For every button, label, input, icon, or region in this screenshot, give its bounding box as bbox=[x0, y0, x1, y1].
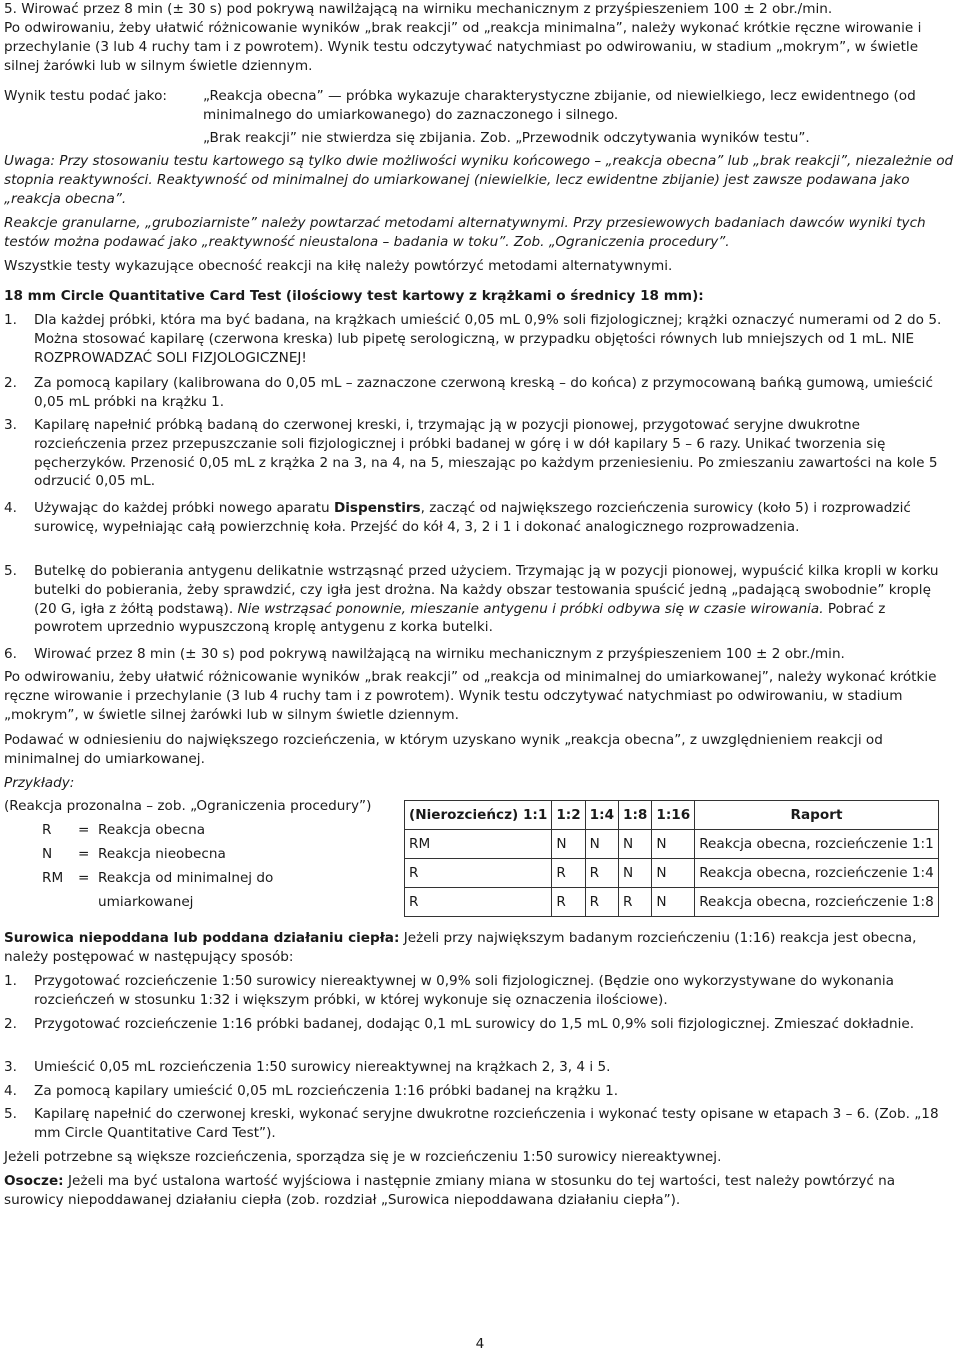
heat-paragraph bbox=[4, 929, 956, 967]
step-number: 2. bbox=[4, 1016, 17, 1032]
col-header: 1:8 bbox=[619, 801, 652, 830]
table-cell: N bbox=[552, 830, 585, 859]
step-number: 3. bbox=[4, 417, 17, 433]
after-step-6-paragraph: Po odwirowaniu, żeby ułatwić różnicowanie wyników „brak reakcji” od „reakcja od minimalnej do umiarkowanej”, należy wykonać krótkie ręczne wirowanie i przechylanie (3 lub 4 ruchy tam i z powrotem). Wynik testu odczytywać natychmiast po odwirowaniu, w stadium „mokrym”, w świetle silnej żarówki lub w silnym świetle dziennym. bbox=[4, 669, 937, 723]
step-number: 6. bbox=[4, 646, 17, 662]
table-cell: RM bbox=[405, 830, 552, 859]
col-header: 1:16 bbox=[652, 801, 695, 830]
heat-step-3 bbox=[4, 1058, 956, 1077]
report-table bbox=[404, 800, 939, 917]
report-paragraph: Podawać w odniesieniu do największego rozcieńczenia, w którym uzyskano wynik „reakcja obecna”, z uwzględnieniem reakcji od minimalnej do umiarkowanej. bbox=[4, 732, 883, 767]
col-header: 1:2 bbox=[552, 801, 585, 830]
step-text-post: Pobrać z powrotem uprzednio wypuszczoną kroplę antygenu z korka butelki. bbox=[34, 600, 886, 636]
legend-value: Reakcja od minimalnej do umiarkowanej bbox=[98, 870, 274, 910]
legend-key: RM bbox=[42, 870, 64, 886]
table-cell: Reakcja obecna, rozcieńczenie 1:4 bbox=[695, 859, 939, 888]
step-text: Umieścić 0,05 mL rozcieńczenia 1:50 surowicy niereaktywnej na krążkach 2, 3, 4 i 5. bbox=[34, 1059, 611, 1075]
step-number: 5. bbox=[4, 1106, 17, 1122]
table-cell: Reakcja obecna, rozcieńczenie 1:1 bbox=[695, 830, 939, 859]
step-text: Dla każdej próbki, która ma być badana, na krążkach umieścić 0,05 mL 0,9% soli fizjologicznej; krążki oznaczyć numerami od 2 do 5. Można stosować kapilarę (czerwona kreska) lub pipetę serologiczną, w przypadku objętości równych lub mniejszych od 1 mL. NIE ROZPROWADZAĆ SOLI FIZJOLOGICZNEJ! bbox=[34, 312, 942, 366]
step-number: 2. bbox=[4, 375, 17, 391]
step-text-pre: Używając do każdej próbki nowego aparatu bbox=[34, 500, 334, 516]
step-text: Przygotować rozcieńczenie 1:16 próbki badanej, dodając 0,1 mL surowicy do 1,5 mL 0,9% soli fizjologicznej. Zmieszać dokładnie. bbox=[34, 1016, 915, 1032]
step-text: Wirować przez 8 min (± 30 s) pod pokrywą nawilżającą na wirniku mechanicznym z przyśpieszeniem 100 ± 2 obr./min. bbox=[34, 646, 845, 662]
table-cell: N bbox=[652, 859, 695, 888]
legend-equals: = bbox=[78, 846, 90, 862]
col-header: 1:4 bbox=[585, 801, 618, 830]
step-number: 3. bbox=[4, 1059, 17, 1075]
legend-key: R bbox=[42, 822, 52, 838]
legend-row-r bbox=[42, 818, 342, 842]
step-number: 4. bbox=[4, 1083, 17, 1099]
legend-value: Reakcja obecna bbox=[98, 822, 206, 838]
table-row bbox=[405, 830, 939, 859]
table-cell: N bbox=[652, 830, 695, 859]
circle-step-5 bbox=[4, 562, 956, 637]
table-cell: R bbox=[619, 888, 652, 917]
table-cell: Reakcja obecna, rozcieńczenie 1:8 bbox=[695, 888, 939, 917]
table-cell: N bbox=[585, 830, 618, 859]
step-number: 1. bbox=[4, 973, 17, 989]
col-header: (Nierozcieńcz) 1:1 bbox=[405, 801, 552, 830]
table-row bbox=[405, 888, 939, 917]
col-header: Raport bbox=[695, 801, 939, 830]
heat-step-1 bbox=[4, 972, 956, 1010]
step-text: Kapilarę napełnić próbką badaną do czerwonej kreski, i, trzymając ją w pozycji pionowej, przygotować seryjne dwukrotne rozcieńczenia przez przepuszczanie soli fizjologicznej i próbki badanej w górę i w dół kapilary 5 – 6 razy. Unikać tworzenia się pęcherzyków. Przenosić 0,05 mL z krążka 2 na 3, na 4, na 5, mieszając po każdym przeniesieniu. Po zmieszaniu zawartości na kole 5 odrzucić 0,05 mL. bbox=[34, 417, 938, 490]
step-number: 5. bbox=[4, 563, 17, 579]
circle-step-4 bbox=[4, 499, 956, 537]
plasma-paragraph bbox=[4, 1172, 956, 1210]
plasma-label: Osocze: bbox=[4, 1173, 64, 1189]
step-text: Kapilarę napełnić do czerwonej kreski, wykonać seryjne dwukrotne rozcieńczenia i wykonać testy opisane w etapach 3 – 6. (Zob. „18 mm Circle Quantitative Card Test”). bbox=[34, 1106, 939, 1141]
table-cell: R bbox=[585, 859, 618, 888]
circle-step-1 bbox=[4, 311, 956, 367]
page-number: 4 bbox=[475, 1336, 485, 1352]
prozone-label: (Reakcja prozonalna – zob. „Ograniczenia procedury”) bbox=[4, 798, 372, 814]
all-tests-paragraph: Wszystkie testy wykazujące obecność reakcji na kiłę należy powtórzyć metodami alternatywnymi. bbox=[4, 258, 673, 274]
step-text: Za pomocą kapilary umieścić 0,05 mL rozcieńczenia 1:16 próbki badanej na krążku 1. bbox=[34, 1083, 619, 1099]
legend-row-rm bbox=[42, 866, 342, 914]
step-text: Przygotować rozcieńczenie 1:50 surowicy niereaktywnej w 0,9% soli fizjologicznej. (Będzie ono wykorzystywane do wykonania rozcieńczeń w stosunku 1:32 i większym próbki, w której wykonuje się oznaczenia ilościowe). bbox=[34, 973, 894, 1008]
step-text bbox=[34, 499, 956, 537]
legend-value: Reakcja nieobecna bbox=[98, 846, 226, 862]
table-cell: R bbox=[585, 888, 618, 917]
result-nonreactive: „Brak reakcji” nie stwierdza się zbijania. Zob. „Przewodnik odczytywania wyników testu”. bbox=[203, 130, 810, 146]
table-cell: R bbox=[405, 888, 552, 917]
legend-row-n bbox=[42, 842, 342, 866]
circle-step-2 bbox=[4, 374, 956, 412]
step-text-italic: Nie wstrząsać ponownie, mieszanie antygenu i próbki odbywa się w czasie wirowania. bbox=[237, 600, 824, 617]
dispenstirs-term: Dispenstirs bbox=[333, 500, 421, 516]
legend-equals: = bbox=[78, 822, 90, 838]
heat-text: Jeżeli przy największym badanym rozcieńczeniu (1:16) reakcja jest obecna, należy postępować w następujący sposób: bbox=[4, 930, 917, 965]
heat-step-2 bbox=[4, 1015, 956, 1034]
step-text-pre: Butelkę do pobierania antygenu delikatnie wstrząsnąć przed użyciem. Trzymając ją w pozycji pionowej, wypuścić kilka kropli w korku butelki do pobierania, żeby sprawdzić, czy igła jest drożna. Na każdy obszar testowania spuścić jedną „padającą swobodnie” kroplę (20 G, igła z żółtą podstawą). bbox=[34, 563, 939, 617]
table-cell: N bbox=[619, 859, 652, 888]
step-text bbox=[34, 562, 956, 637]
circle-step-3 bbox=[4, 416, 956, 491]
step-number: 1. bbox=[4, 312, 17, 328]
step-text: Za pomocą kapilary (kalibrowana do 0,05 mL – zaznaczone czerwoną kreską – do końca) z przymocowaną bańką gumową, umieścić 0,05 mL próbki na krążku 1. bbox=[34, 375, 933, 410]
table-cell: R bbox=[552, 888, 585, 917]
paragraph-after-centrifuge: Po odwirowaniu, żeby ułatwić różnicowanie wyników „brak reakcji” od „reakcja minimalna”, należy wykonać krótkie ręczne wirowanie i przechylanie (3 lub 4 ruchy tam i z powrotem). Wynik testu odczytywać natychmiast po odwirowaniu, w stadium „mokrym”, w świetle silnej żarówki lub w silnym świetle dziennym. bbox=[4, 20, 922, 74]
heat-step-4 bbox=[4, 1082, 956, 1101]
table-cell: R bbox=[552, 859, 585, 888]
table-header-row bbox=[405, 801, 939, 830]
legend-equals: = bbox=[78, 870, 90, 886]
table-cell: R bbox=[405, 859, 552, 888]
circle-step-6 bbox=[4, 645, 956, 664]
granular-paragraph: Reakcje granularne, „gruboziarniste” należy powtarzać metodami alternatywnymi. Przy przesiewowych badaniach dawców wyniki tych testów można podawać jako „reaktywność nieustalona – badania w toku”. Zob. „Ograniczenia procedury”. bbox=[4, 215, 926, 250]
result-reactive: „Reakcja obecna” — próbka wykazuje charakterystyczne zbijanie, od niewielkiego, lecz ewidentnego (od minimalnego do umiarkowanego) do zaznaczonego i silnego. bbox=[203, 88, 916, 123]
step-text-post: , zacząć od największego rozcieńczenia surowicy (koło 5) i rozprowadzić surowicę, wypełniając całą powierzchnię koła. Przejść do kół 4, 3, 2 i 1 i dokonać analogicznego rozprowadzenia. bbox=[34, 500, 911, 535]
circle-test-heading: 18 mm Circle Quantitative Card Test (ilościowy test kartowy z krążkami o średnicy 18 mm): bbox=[4, 288, 704, 304]
table-cell: N bbox=[652, 888, 695, 917]
table-row bbox=[405, 859, 939, 888]
step-number: 4. bbox=[4, 500, 17, 516]
heat-label: Surowica niepoddana lub poddana działaniu ciepła: bbox=[4, 930, 400, 946]
examples-label: Przykłady: bbox=[4, 775, 75, 791]
larger-dilutions-paragraph: Jeżeli potrzebne są większe rozcieńczenia, sporządza się je w rozcieńczeniu 1:50 surowicy niereaktywnej. bbox=[4, 1149, 722, 1165]
result-label: Wynik testu podać jako: bbox=[4, 88, 167, 104]
note-paragraph: Uwaga: Przy stosowaniu testu kartowego są tylko dwie możliwości wyniku końcowego – „reakcja obecna” lub „brak reakcji”, niezależnie od stopnia reaktywności. Reaktywność od minimalnej do umiarkowanej (niewielkie, lecz ewidentne zbijanie) jest zawsze podawana jako „reakcja obecna”. bbox=[4, 153, 954, 207]
heat-step-5 bbox=[4, 1105, 956, 1143]
plasma-text: Jeżeli ma być ustalona wartość wyjściowa i następnie zmiany miana w stosunku do tej wartości, test należy powtórzyć na surowicy niepoddawanej działaniu ciepła (zob. rozdział „Surowica niepoddawana działaniu ciepła”). bbox=[4, 1173, 896, 1208]
legend-key: N bbox=[42, 846, 53, 862]
step-5-top: 5. Wirować przez 8 min (± 30 s) pod pokrywą nawilżającą na wirniku mechanicznym z przyśpieszeniem 100 ± 2 obr./min. bbox=[4, 1, 833, 17]
table-cell: N bbox=[619, 830, 652, 859]
